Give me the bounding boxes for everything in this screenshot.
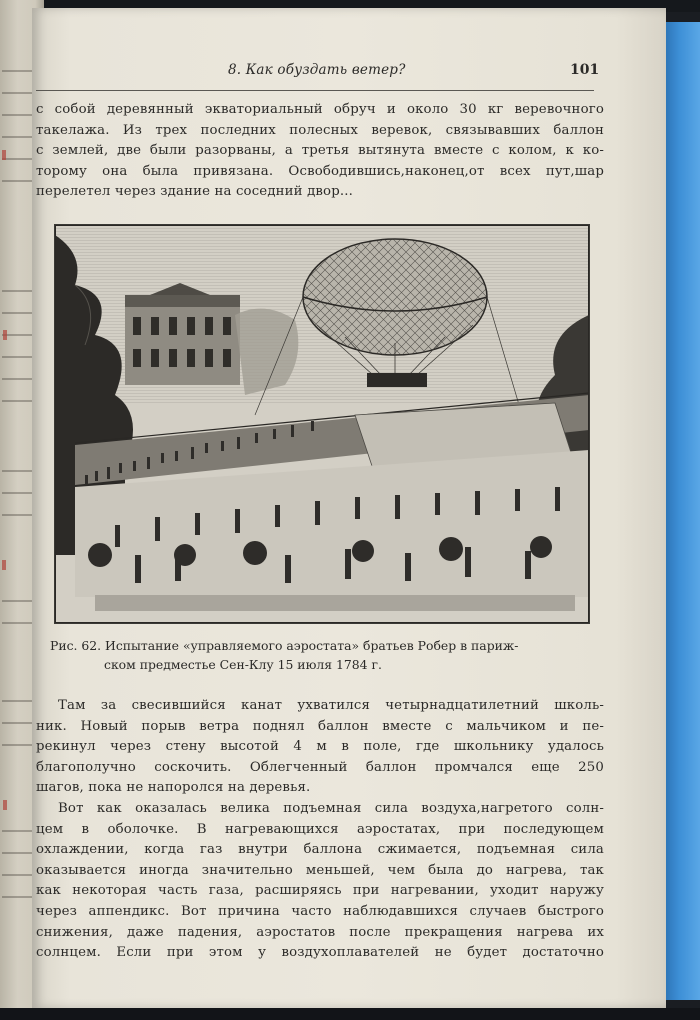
text-line: охлаждении, когда газ внутри баллона сжимается, подъемная сила <box>36 842 604 858</box>
text-line: с землей, две были разорваны, а третья вытянута вместе с колом, к ко- <box>36 143 604 159</box>
book-cover-edge <box>662 22 700 1000</box>
text-line: с собой деревянный экваториальный обруч и около 30 кг веревочного <box>36 102 604 117</box>
running-head <box>32 62 624 86</box>
background-bottom <box>0 1008 700 1020</box>
text-line: перелетел через здание на соседний двор... <box>36 184 353 200</box>
header-rule <box>36 90 594 91</box>
text-line: торому она была привязана. Освободившись,наконец,от всех пут,шар <box>36 163 604 179</box>
text-line: цем в оболочке. В нагревающихся аэростатах, при последующем <box>36 821 604 837</box>
engraving-illustration <box>54 224 590 624</box>
book-page <box>32 8 666 1008</box>
text-line: шагов, пока не напоролся на деревья. <box>36 780 311 796</box>
text-line: оказывается иногда значительно меньшей, чем была до нагрева, так <box>36 862 604 878</box>
text-line: через аппендикс. Вот причина часто наблюдавшихся случаев быстрого <box>36 903 604 919</box>
main-paragraphs <box>36 696 604 964</box>
page-number: 101 <box>570 62 600 78</box>
text-line: Вот как оказалась велика подъемная сила воздуха,нагретого солн- <box>58 800 604 816</box>
text-line: такелажа. Из трех последних полесных веревок, связывавших баллон <box>36 122 604 138</box>
text-line: рекинул через стену высотой 4 м в поле, где школьнику удалось <box>36 739 604 755</box>
figure-caption <box>50 636 598 674</box>
chapter-title: 8. Как обуздать ветер? <box>228 62 406 78</box>
caption-line: Рис. 62. Испытание «управляемого аэростата» братьев Робер в париж- <box>50 638 519 653</box>
caption-line: ском предместье Сен-Клу 15 июля 1784 г. <box>104 657 382 672</box>
chateau <box>125 283 240 385</box>
text-line: благополучно соскочить. Облегченный баллон промчался еще 250 <box>36 759 604 775</box>
text-line: Там за свесившийся канат ухватился четырнадцатилетний школь- <box>58 698 604 713</box>
text-line: снижения, даже падения, аэростатов после прекращения нагрева их <box>36 924 604 940</box>
top-paragraph <box>36 100 604 203</box>
text-line: ник. Новый порыв ветра поднял баллон вместе с мальчиком и пе- <box>36 718 604 734</box>
text-line: как некоторая часть газа, расширяясь при нагревании, уходит наружу <box>36 883 604 899</box>
text-line: солнцем. Если при этом у воздухоплавателей не будет достаточно <box>36 945 604 961</box>
